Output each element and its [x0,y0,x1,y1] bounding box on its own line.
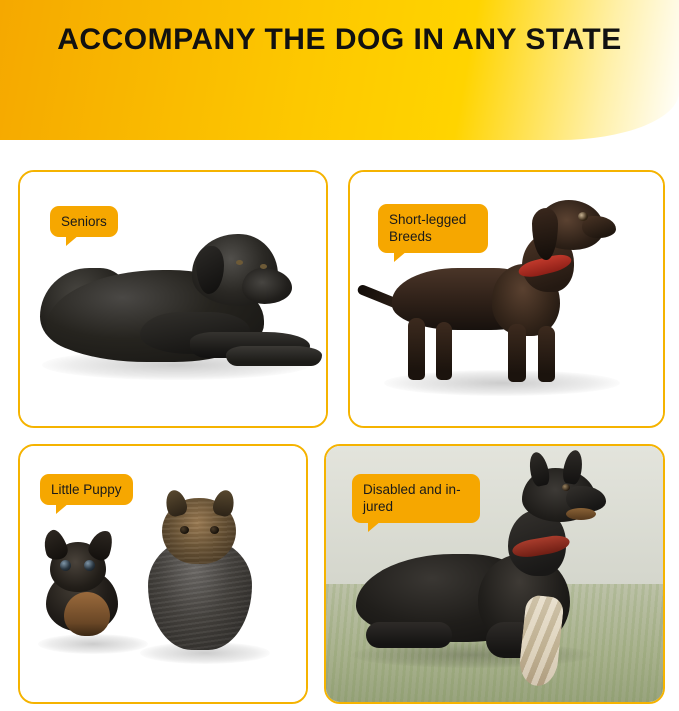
dog-hind-leg [408,318,425,380]
label-bubble-disabled-and-injured: Disabled and in-jured [352,474,480,523]
dog-eye [578,212,588,221]
feature-card-grid [18,170,661,700]
card-disabled-and-injured [324,444,665,704]
label-bubble-short-legged-breeds: Short-legged Breeds [378,204,488,253]
puppy-eye [84,560,95,571]
dog-front-leg [508,324,526,382]
puppy-eye [60,560,71,571]
label-bubble-seniors: Seniors [50,206,118,237]
dog-eye [236,260,243,265]
dog-muzzle [242,268,292,304]
dog-paw [226,346,322,366]
yorkie-eye [180,526,189,534]
header-banner [0,0,679,140]
dog-muzzle [582,216,616,238]
dog-eye [260,264,267,269]
dog-tan-marking [566,508,596,520]
dog-hind-leg [436,322,452,380]
ground-shadow [38,634,148,654]
dog-front-leg [538,326,555,382]
puppy-chest [64,592,110,636]
dog-hind-leg [366,622,452,648]
label-bubble-little-puppy: Little Puppy [40,474,133,505]
yorkie-ear [211,488,237,518]
card-little-puppy [18,444,308,704]
card-seniors [18,170,328,428]
yorkie-eye [210,526,219,534]
page-title: ACCOMPANY THE DOG IN ANY STATE [57,23,622,56]
dog-eye [562,484,570,491]
card-short-legged-breeds [348,170,665,428]
